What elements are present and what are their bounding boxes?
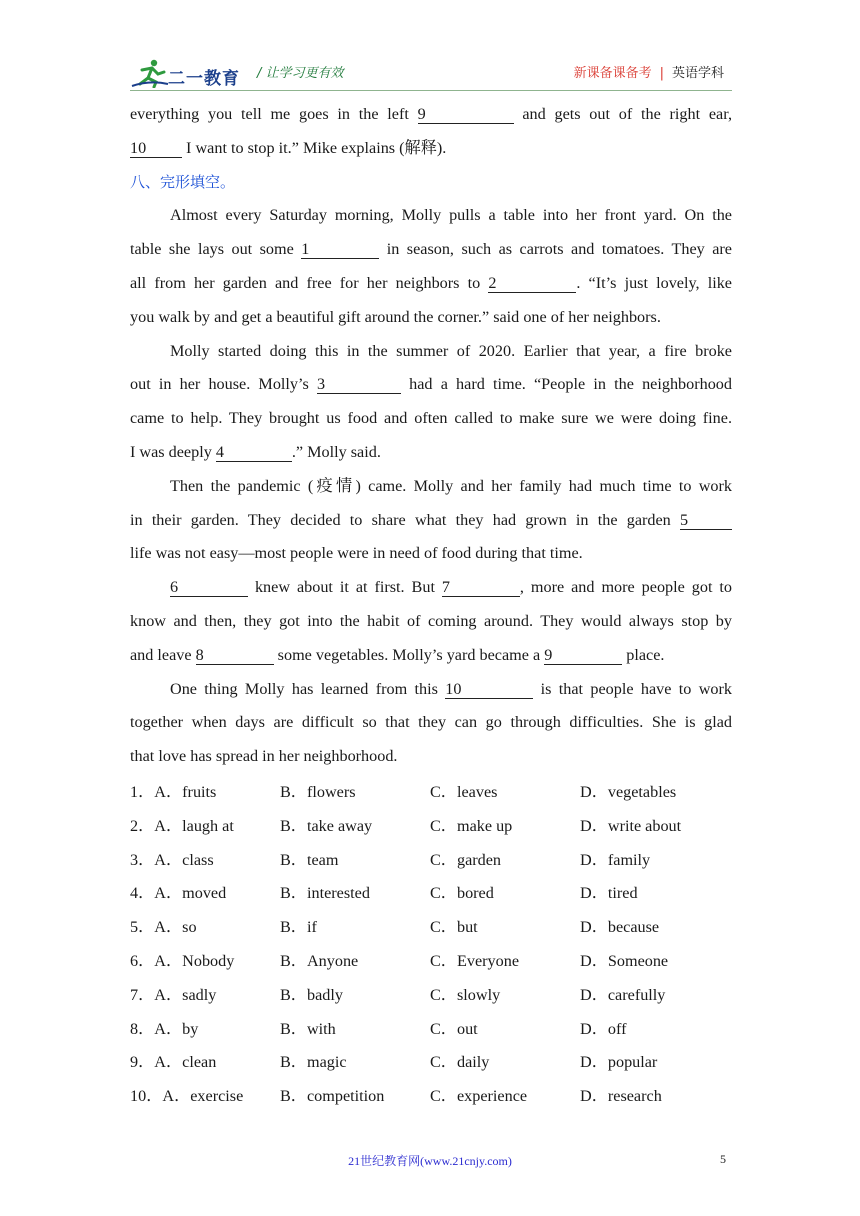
blank-3: 3 — [317, 375, 401, 394]
option-c: C．bored — [430, 884, 494, 903]
option-a: 10．A．exercise — [130, 1087, 244, 1106]
option-b: B．magic — [280, 1053, 347, 1072]
option-d: D．write about — [580, 816, 682, 835]
option-c: C．slowly — [430, 985, 501, 1004]
option-row — [130, 945, 732, 979]
text-line: came to help. They brought us food and often called to make sure we were doing fine. — [130, 409, 732, 428]
option-row — [130, 776, 732, 810]
text-segment: out in her house. Molly’s — [130, 375, 317, 394]
answer-options — [130, 776, 732, 1114]
text-segment: in season, such as carrots and tomatoes. They are — [379, 240, 732, 259]
blank-5: 5 — [680, 511, 732, 530]
text-line: you walk by and get a beautiful gift around the corner.” said one of her neighbors. — [130, 307, 661, 326]
option-b: B．interested — [280, 884, 370, 903]
option-d: D．off — [580, 1019, 627, 1038]
logo — [130, 58, 242, 88]
text-line — [130, 504, 732, 538]
text-line: together when days are difficult so that they can go through difficulties. She is glad — [130, 713, 732, 732]
option-d: D．research — [580, 1087, 662, 1106]
option-d: D．family — [580, 850, 651, 869]
text-segment: all from her garden and free for her neighbors to — [130, 273, 489, 292]
text-segment: place. — [622, 645, 665, 664]
option-b: B．competition — [280, 1087, 385, 1106]
text-line: know and then, they got into the habit of coming around. They would always stop by — [130, 611, 732, 630]
text-line — [130, 132, 732, 166]
text-line: Molly started doing this in the summer of 2020. Earlier that year, a fire broke — [170, 341, 732, 360]
option-c: C．garden — [430, 850, 502, 869]
option-b: B．flowers — [280, 783, 356, 801]
text-segment: in their garden. They decided to share what they had grown in the garden — [130, 510, 680, 529]
text-line — [130, 98, 732, 132]
header-divider — [130, 90, 732, 91]
option-c: C．out — [430, 1019, 478, 1038]
option-d: D．popular — [580, 1053, 658, 1072]
option-a: 2．A．laugh at — [130, 816, 234, 835]
slogan: / 让学习更有效 — [257, 66, 344, 81]
text-segment: . “It’s just lovely, like — [576, 273, 732, 292]
text-segment: I want to stop it.” Mike explains (解释). — [182, 138, 447, 157]
option-row — [130, 1046, 732, 1080]
footer-site: 21世纪教育网(www.21cnjy.com) — [348, 1154, 512, 1168]
text-segment: I was deeply — [130, 442, 216, 461]
text-segment: some vegetables. Molly’s yard became a — [273, 645, 545, 664]
option-c: C．make up — [430, 816, 513, 835]
option-b: B．badly — [280, 985, 343, 1004]
blank-7: 7 — [442, 578, 520, 597]
header-subject — [574, 62, 724, 81]
option-a: 9．A．clean — [130, 1053, 217, 1072]
blank-6: 6 — [170, 578, 248, 597]
text-segment: One thing Molly has learned from this — [170, 679, 446, 698]
text-line: Almost every Saturday morning, Molly pulls a table into her front yard. On the — [170, 206, 732, 225]
text-line — [130, 233, 732, 267]
text-segment: .” Molly said. — [291, 442, 381, 461]
text-segment: table she lays out some — [130, 240, 302, 259]
option-b: B．team — [280, 850, 339, 869]
option-row — [130, 1013, 732, 1047]
option-d: D．carefully — [580, 985, 666, 1004]
option-a: 5．A．so — [130, 918, 197, 937]
text-line: Then the pandemic (疫情) came. Molly and her family had much time to work — [170, 476, 732, 495]
text-segment: is that people have to work — [533, 679, 732, 698]
option-c: C．daily — [430, 1053, 490, 1072]
option-a: 8．A．by — [130, 1019, 199, 1038]
option-b: B．take away — [280, 816, 373, 835]
text-line: life was not easy—most people were in need of food during that time. — [130, 544, 583, 563]
text-segment: and leave — [130, 645, 196, 664]
option-a: 1．A．fruits — [130, 783, 217, 801]
blank-4: 4 — [216, 443, 292, 462]
option-c: C．but — [430, 918, 478, 937]
option-d: D．tired — [580, 884, 638, 903]
option-d: D．because — [580, 918, 660, 937]
option-a: 4．A．moved — [130, 884, 227, 903]
blank-10: 10 — [130, 139, 182, 158]
page-number: 5 — [720, 1152, 726, 1166]
option-b: B．Anyone — [280, 951, 359, 970]
option-b: B．if — [280, 918, 317, 937]
text-segment: , more and more people got to — [519, 578, 732, 597]
header-course-label: 新课备课备考 — [573, 66, 652, 81]
blank-9-passage: 9 — [544, 646, 622, 665]
text-segment: everything you tell me goes in the left — [130, 105, 418, 123]
blank-10-passage: 10 — [445, 680, 533, 699]
blank-8: 8 — [196, 646, 274, 665]
option-a: 3．A．class — [130, 850, 214, 869]
runner-logo-icon — [130, 58, 170, 88]
option-a: 7．A．sadly — [130, 985, 217, 1004]
section-title: 八、完形填空。 — [130, 172, 236, 191]
text-line — [130, 673, 732, 707]
header-subject-label: 英语学科 — [671, 66, 724, 81]
text-line — [130, 436, 732, 470]
option-row — [130, 1080, 732, 1114]
option-b: B．with — [280, 1019, 336, 1038]
text-segment: knew about it at first. But — [248, 578, 442, 597]
option-c: C．leaves — [430, 783, 498, 801]
option-row — [130, 810, 732, 844]
blank-1: 1 — [301, 240, 379, 259]
blank-2: 2 — [488, 274, 576, 293]
text-segment: and gets out of the right ear, — [513, 105, 732, 123]
option-row — [130, 979, 732, 1013]
option-d: D．vegetables — [580, 783, 677, 801]
text-line — [130, 267, 732, 301]
option-c: C．Everyone — [430, 951, 520, 970]
option-a: 6．A．Nobody — [130, 951, 235, 970]
logo-text: 二一教育 — [168, 69, 240, 89]
text-line: that love has spread in her neighborhood. — [130, 747, 398, 766]
option-row — [130, 844, 732, 878]
option-row — [130, 911, 732, 945]
option-c: C．experience — [430, 1087, 528, 1106]
header-separator: | — [659, 66, 664, 81]
option-row — [130, 877, 732, 911]
text-line — [130, 368, 732, 402]
page-header — [130, 54, 732, 90]
option-d: D．Someone — [580, 951, 669, 970]
blank-9: 9 — [418, 105, 514, 124]
text-line — [130, 571, 732, 605]
text-line — [130, 639, 732, 673]
document-body — [130, 98, 732, 774]
text-segment: had a hard time. “People in the neighborhood — [400, 375, 732, 394]
